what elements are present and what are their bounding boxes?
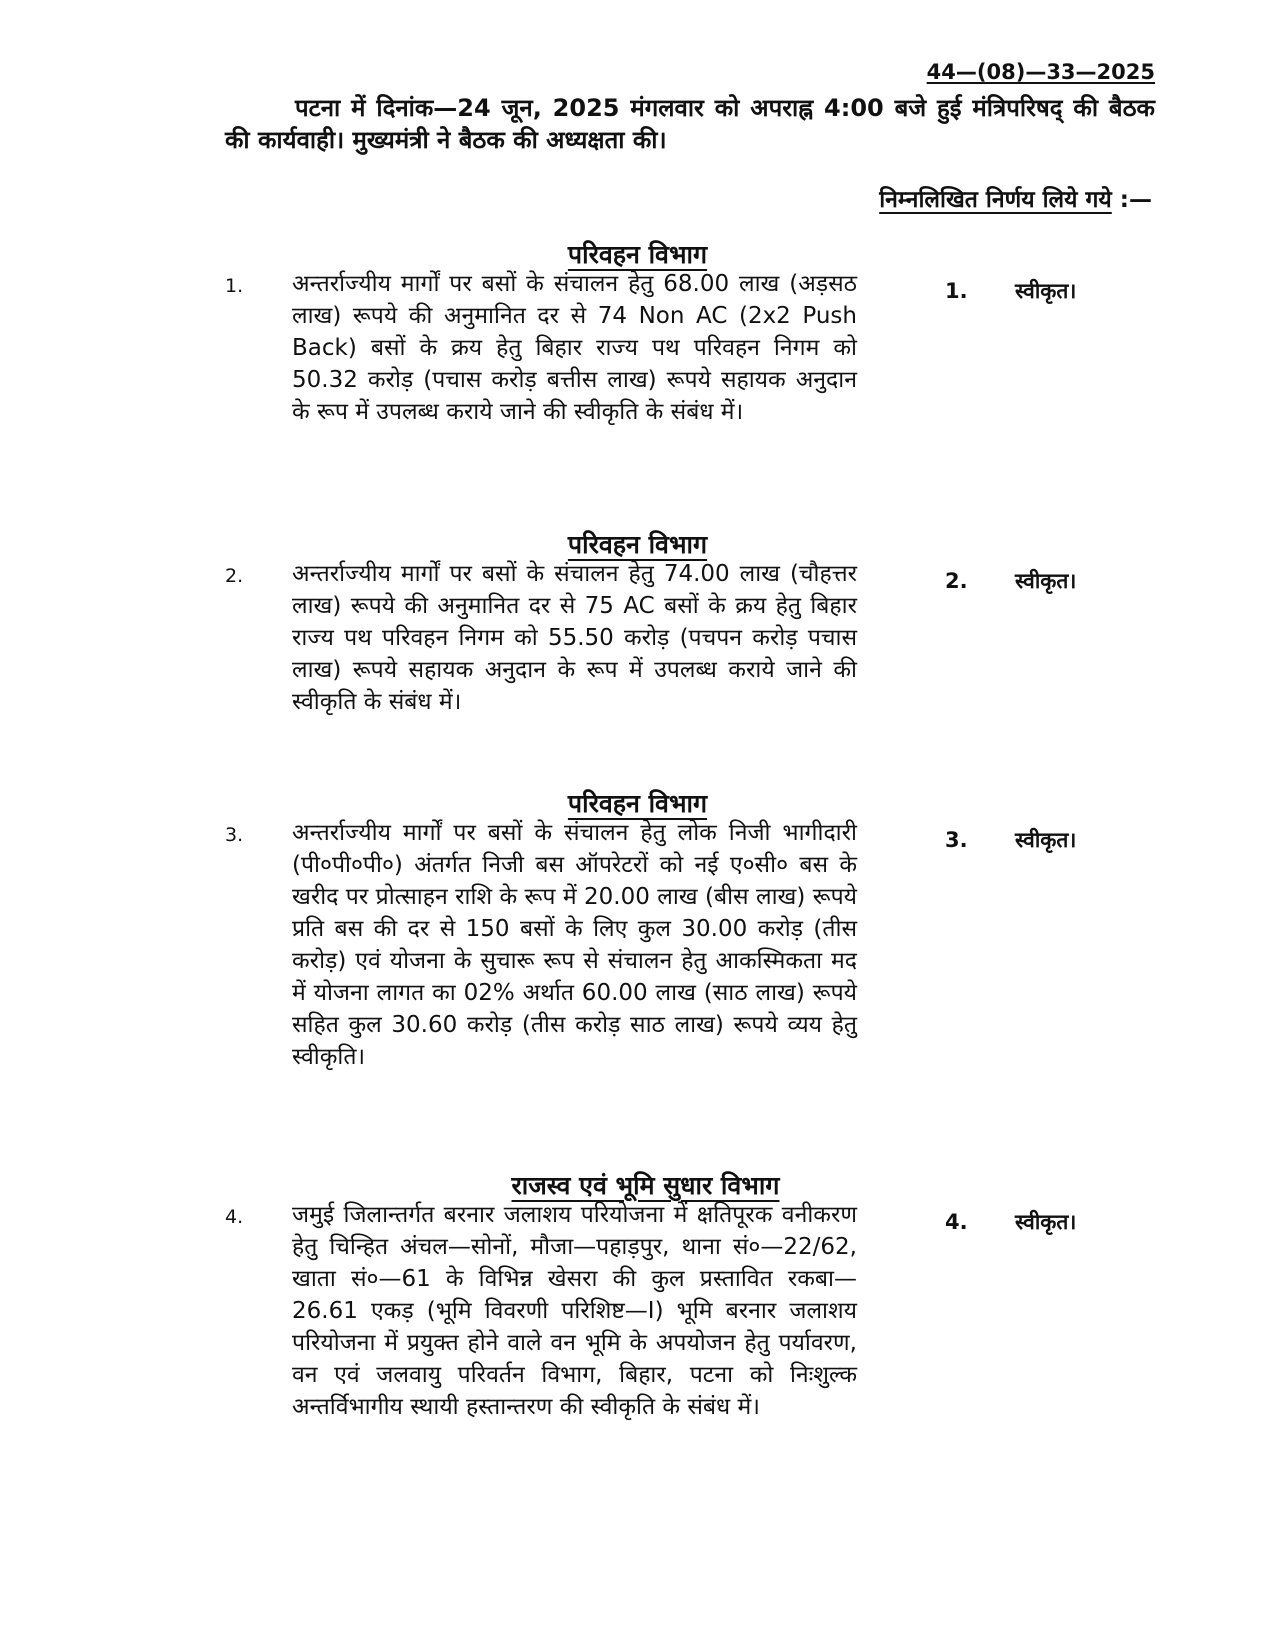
decision-status: स्वीकृत। — [1015, 569, 1077, 593]
department-heading: परिवहन विभाग — [567, 240, 708, 269]
decision-status: स्वीकृत। — [1015, 1210, 1077, 1234]
decisions-heading-text: निम्नलिखित निर्णय लिये गये — [879, 187, 1112, 213]
decision-number: 2. — [945, 569, 968, 593]
department-heading: परिवहन विभाग — [567, 530, 708, 559]
decision-number: 1. — [945, 279, 968, 303]
decision — [945, 277, 1076, 305]
item-number: 3. — [225, 824, 244, 846]
decision-number: 4. — [945, 1210, 968, 1234]
item-number: 1. — [225, 275, 244, 297]
decision-status: स्वीकृत। — [1015, 828, 1077, 852]
item-description: अन्तर्राज्यीय मार्गों पर बसों के संचालन हेतु 68.00 लाख (अड़सठ लाख) रूपये की अनुमानित दर से 74 Non AC (2x2 Push Back) बसों के क्रय हेतु बिहार राज्य पथ परिवहन निगम को 50.32 करोड़ (पचास करोड़ बत्तीस लाख) रूपये सहायक अनुदान के रूप में उपलब्ध कराये जाने की स्वीकृति के संबंध में। — [292, 271, 857, 425]
decision-number: 3. — [945, 828, 968, 852]
item-number: 4. — [225, 1206, 244, 1228]
item-description: जमुई जिलान्तर्गत बरनार जलाशय परियोजना में क्षतिपूरक वनीकरण हेतु चिन्हित अंचल—सोनों, मौजा—पहाड़पुर, थाना सं०—22/62, खाता सं०—61 के विभिन्न खेसरा की कुल प्रस्तावित रकबा—26.61 एकड़ (भूमि विवरणी परिशिष्ट—I) भूमि बरनार जलाशय परियोजना में प्रयुक्त होने वाले वन भूमि के अपयोजन हेतु पर्यावरण, वन एवं जलवायु परिवर्तन विभाग, बिहार, पटना को निःशुल्क अन्तर्विभागीय स्थायी हस्तान्तरण की स्वीकृति के संबंध में। — [292, 1202, 857, 1420]
item-description: अन्तर्राज्यीय मार्गों पर बसों के संचालन हेतु 74.00 लाख (चौहत्तर लाख) रूपये की अनुमानित दर से 75 AC बसों के क्रय हेतु बिहार राज्य पथ परिवहन निगम को 55.50 करोड़ (पचपन करोड़ पचास लाख) रूपये सहायक अनुदान के रूप में उपलब्ध कराये जाने की स्वीकृति के संबंध में। — [292, 561, 857, 715]
document-reference-number: 44—(08)—33—2025 — [926, 60, 1155, 84]
department-heading: राजस्व एवं भूमि सुधार विभाग — [511, 1171, 780, 1200]
meeting-intro-paragraph: पटना में दिनांक—24 जून, 2025 मंगलवार को अपराह्न 4:00 बजे हुई मंत्रिपरिषद् की बैठक की कार्यवाही। मुख्यमंत्री ने बैठक की अध्यक्षता की। — [225, 94, 1155, 154]
decision-status: स्वीकृत। — [1015, 279, 1077, 303]
department-heading: परिवहन विभाग — [567, 789, 708, 818]
decision — [945, 826, 1076, 854]
decisions-heading — [879, 182, 1152, 214]
decision — [945, 567, 1076, 595]
item-description: अन्तर्राज्यीय मार्गों पर बसों के संचालन हेतु लोक निजी भागीदारी (पी०पी०पी०) अंतर्गत निजी बस ऑपरेटरों को नई ए०सी० बस के खरीद पर प्रोत्साहन राशि के रूप में 20.00 लाख (बीस लाख) रूपये प्रति बस की दर से 150 बसों के लिए कुल 30.00 करोड़ (तीस करोड़) एवं योजना के सुचारू रूप से संचालन हेतु आकस्मिकता मद में योजना लागत का 02% अर्थात 60.00 लाख (साठ लाख) रूपये सहित कुल 30.60 करोड़ (तीस करोड़ साठ लाख) रूपये व्यय हेतु स्वीकृति। — [292, 820, 857, 1070]
item-number: 2. — [225, 565, 244, 587]
decision — [945, 1208, 1076, 1236]
decisions-heading-suffix: :— — [1111, 187, 1152, 213]
